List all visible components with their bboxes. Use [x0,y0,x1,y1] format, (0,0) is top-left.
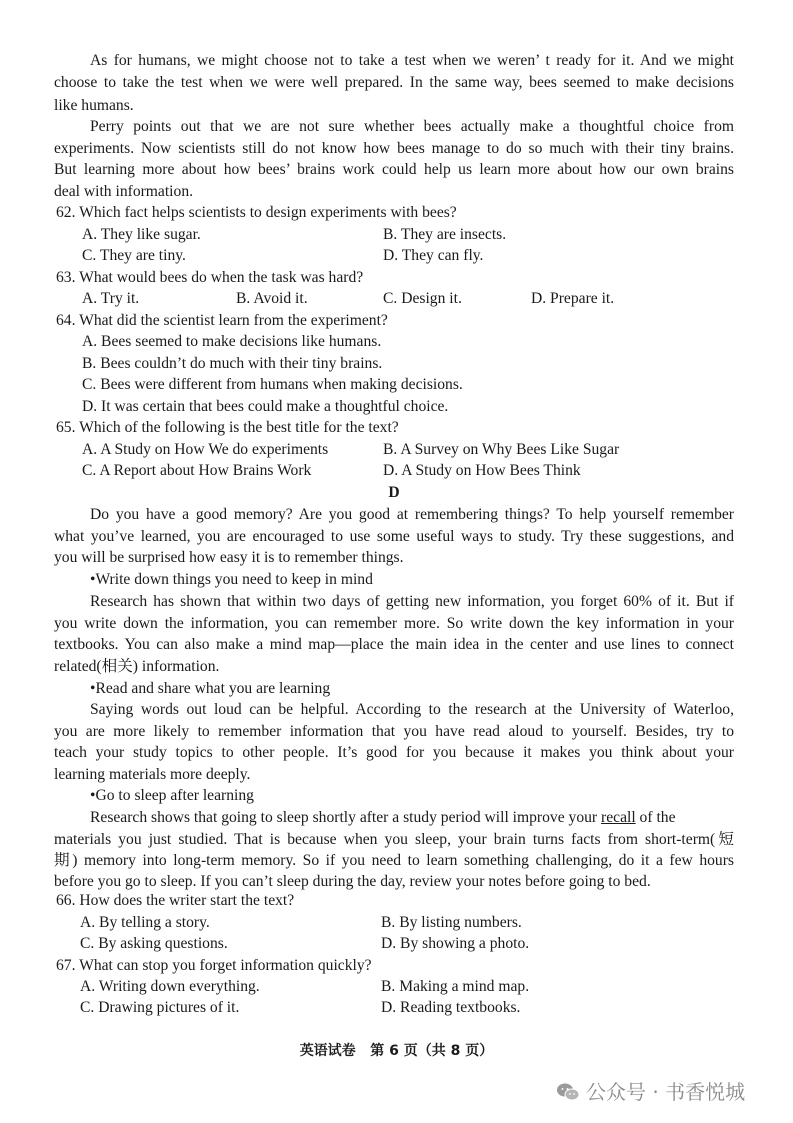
watermark-text: 公众号 · 书香悦城 [586,1080,746,1104]
question-62-stem: 62. Which fact helps scientists to design experiments with bees? [56,204,457,221]
question-62-option-a: A. They like sugar. [82,226,201,243]
wechat-icon [556,1082,580,1102]
question-63-option-d: D. Prepare it. [531,290,615,307]
passage-d-line: materials you just studied. That is because when you sleep, your brain turns facts from short-term(短 [54,831,734,848]
passage-d-line: what you’ve learned, you are encouraged to use some useful ways to study. Try these suggestions, and [54,528,734,545]
question-63-stem: 63. What would bees do when the task was hard? [56,269,364,286]
question-67-option-b: B. Making a mind map. [381,978,530,995]
question-65-option-d: D. A Study on How Bees Think [383,462,581,479]
recall-line-text: Research shows that going to sleep shortly after a study period will improve your [90,809,598,826]
question-66-option-b: B. By listing numbers. [381,914,522,931]
question-64-option-a: A. Bees seemed to make decisions like humans. [82,333,382,350]
question-65-option-c: C. A Report about How Brains Work [82,462,312,479]
page-footer: 英语试卷 第 6 页（共 8 页） [299,1043,494,1059]
passage-d-line: you are more likely to remember information that you have read aloud to yourself. Besides, try to [54,723,734,740]
question-63-option-c: C. Design it. [383,290,462,307]
passage-d-line: Do you have a good memory? Are you good at remembering things? To help yourself remember [90,506,734,523]
passage-d-line: Saying words out loud can be helpful. According to the research at the University of Waterloo, [90,701,734,718]
question-66-option-d: D. By showing a photo. [381,935,530,952]
question-64-option-d: D. It was certain that bees could make a thoughtful choice. [82,398,449,415]
underlined-word-recall: recall [601,809,636,826]
passage-c-line: choose to take the test when we were well prepared. In the same way, bees seemed to make decisions [54,74,734,91]
question-65-option-b: B. A Survey on Why Bees Like Sugar [383,441,620,458]
passage-d-line: you write down the information, you can remember more. So write down the key information in your [54,615,734,632]
passage-c-line: As for humans, we might choose not to take a test when we weren’ t ready for it. And we might [90,52,734,69]
question-67-option-c: C. Drawing pictures of it. [80,999,240,1016]
passage-c-line: Perry points out that we are not sure whether bees actually make a thoughtful choice from [90,118,734,135]
question-64-stem: 64. What did the scientist learn from the experiment? [56,312,388,329]
passage-d-line: teach your study topics to other people. It’s good for you because it makes you think about your [54,744,734,761]
passage-d-line: 期) memory into long-term memory. So if you need to learn something challenging, do it a few hours [54,852,734,869]
question-66-stem: 66. How does the writer start the text? [56,892,295,909]
passage-d-line: learning materials more deeply. [54,766,251,783]
passage-d-line: textbooks. You can also make a mind map—place the main idea in the center and use lines to connect [54,636,734,653]
tip-heading-write-down: •Write down things you need to keep in mind [90,571,373,588]
passage-c-line: deal with information. [54,183,194,200]
passage-d-heading: D [388,484,400,501]
question-67-option-d: D. Reading textbooks. [381,999,521,1016]
passage-d-line: related(相关) information. [54,658,220,675]
question-63-option-b: B. Avoid it. [236,290,308,307]
question-62-option-d: D. They can fly. [383,247,484,264]
question-65-option-a: A. A Study on How We do experiments [82,441,329,458]
passage-c-line: like humans. [54,97,134,114]
tip-heading-read-share: •Read and share what you are learning [90,680,331,697]
question-66-option-a: A. By telling a story. [80,914,210,931]
passage-d-line: before you go to sleep. If you can’t sleep during the day, review your notes before going to bed. [54,873,651,890]
question-62-option-c: C. They are tiny. [82,247,186,264]
question-66-option-c: C. By asking questions. [80,935,228,952]
watermark [556,1076,745,1105]
question-64-option-b: B. Bees couldn’t do much with their tiny brains. [82,355,383,372]
question-64-option-c: C. Bees were different from humans when making decisions. [82,376,463,393]
passage-d-line-recall [90,807,734,828]
passage-d-line: Research has shown that within two days of getting new information, you forget 60% of it. But if [90,593,734,610]
tip-heading-sleep: •Go to sleep after learning [90,787,254,804]
recall-line-end: of the [635,809,676,826]
passage-c-line: experiments. Now scientists still do not know how bees manage to do so much with their tiny brains. [54,140,734,157]
passage-d-line: you will be surprised how easy it is to remember things. [54,549,404,566]
question-62-option-b: B. They are insects. [383,226,507,243]
question-65-stem: 65. Which of the following is the best title for the text? [56,419,399,436]
question-67-stem: 67. What can stop you forget information quickly? [56,957,372,974]
passage-c-line: But learning more about how bees’ brains work could help us learn more about how our own brains [54,161,734,178]
question-63-option-a: A. Try it. [82,290,140,307]
question-67-option-a: A. Writing down everything. [80,978,260,995]
